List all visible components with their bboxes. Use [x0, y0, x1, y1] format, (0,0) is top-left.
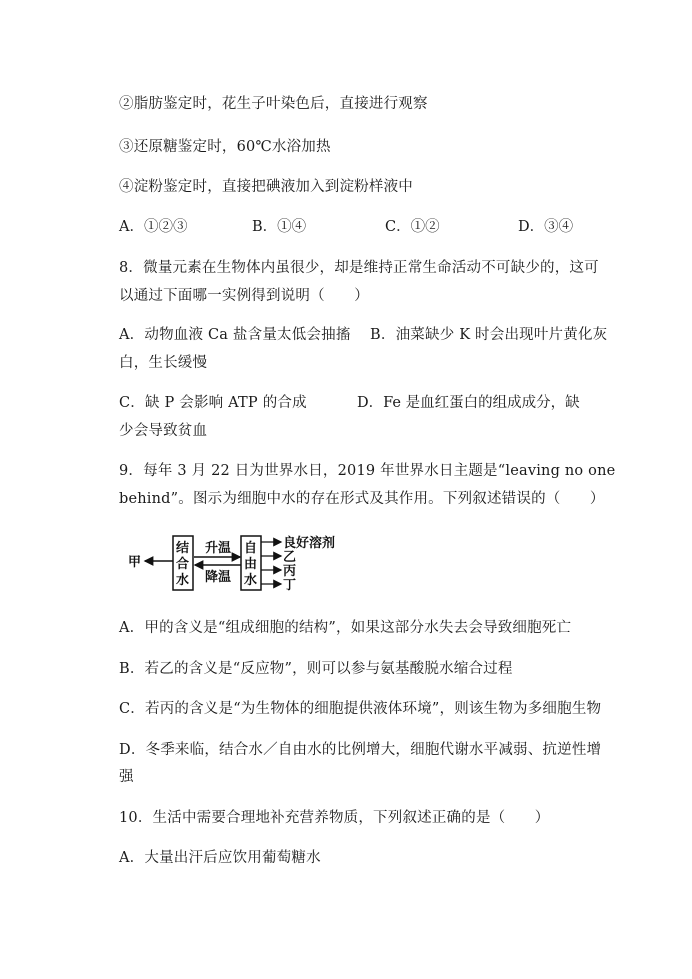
- box2-char-2: 由: [244, 557, 258, 572]
- box1-char-3: 水: [176, 573, 190, 588]
- q8-option-ab-line1: A．动物血液 Ca 盐含量太低会抽搐 B．油菜缺少 K 时会出现叶片黄化灰: [119, 327, 608, 343]
- q9-option-b: B．若乙的含义是“反应物”，则可以参与氨基酸脱水缩合过程: [119, 661, 513, 677]
- label-cooling: 降温: [205, 570, 232, 585]
- q8-option-c: C．缺 P 会影响 ATP 的合成: [119, 395, 307, 411]
- output-good-solvent: 良好溶剂: [283, 536, 336, 551]
- water-forms-diagram: [119, 532, 369, 594]
- q7-option-b: B．①④: [252, 219, 307, 235]
- output-ding: 丁: [283, 578, 297, 593]
- output-bing: 丙: [283, 564, 297, 579]
- box2-char-3: 水: [244, 573, 258, 588]
- q7-option-a: A．①②③: [119, 219, 188, 235]
- statement-3: ③还原糖鉴定时，60℃水浴加热: [119, 139, 331, 155]
- q9-stem-line1: 9．每年 3 月 22 日为世界水日，2019 年世界水日主题是“leaving no one: [119, 463, 616, 479]
- q8-option-d-line2: 少会导致贫血: [119, 423, 208, 439]
- q10-option-a: A．大量出汗后应饮用葡萄糖水: [119, 850, 321, 866]
- box2-char-1: 自: [244, 541, 258, 556]
- q7-option-d: D．③④: [518, 219, 574, 235]
- q9-option-c: C．若丙的含义是“为生物体的细胞提供液体环境”，则该生物为多细胞生物: [119, 701, 602, 717]
- q8-option-d-line1: D．Fe 是血红蛋白的组成成分，缺: [357, 395, 580, 411]
- label-jia: 甲: [128, 555, 142, 570]
- q7-option-c: C．①②: [385, 219, 440, 235]
- q9-option-d-line1: D．冬季来临，结合水／自由水的比例增大，细胞代谢水平减弱、抗逆性增: [119, 742, 602, 758]
- statement-4: ④淀粉鉴定时，直接把碘液加入到淀粉样液中: [119, 179, 413, 195]
- q8-stem-line1: 8．微量元素在生物体内虽很少，却是维持正常生命活动不可缺少的，这可: [119, 260, 599, 276]
- q8-stem-line2: 以通过下面哪一实例得到说明（ ）: [119, 288, 369, 304]
- box1-char-1: 结: [176, 541, 190, 556]
- q9-stem-line2: behind”。图示为细胞中水的存在形式及其作用。下列叙述错误的（ ）: [119, 491, 605, 507]
- output-yi: 乙: [283, 550, 297, 565]
- box1-char-2: 合: [176, 557, 190, 572]
- label-heating: 升温: [205, 541, 232, 556]
- statement-2: ②脂肪鉴定时，花生子叶染色后，直接进行观察: [119, 96, 428, 112]
- q9-option-a: A．甲的含义是“组成细胞的结构”，如果这部分水失去会导致细胞死亡: [119, 620, 572, 636]
- q9-option-d-line2: 强: [119, 769, 134, 785]
- q10-stem: 10．生活中需要合理地补充营养物质，下列叙述正确的是（ ）: [119, 810, 550, 826]
- q8-option-ab-line2: 白，生长缓慢: [119, 355, 208, 371]
